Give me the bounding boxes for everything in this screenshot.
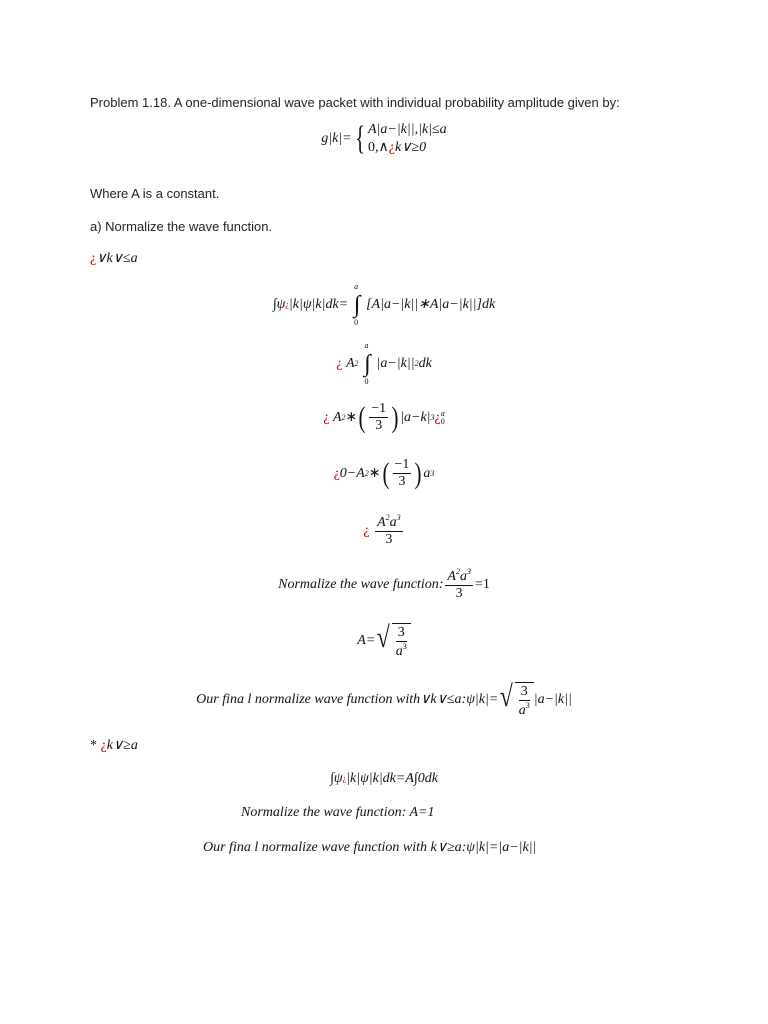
step-5: ¿ $\frac{A^2a^3}{3}$ <box>363 513 401 547</box>
integral-sign: ∫ a 0 <box>353 282 361 327</box>
condition-2: * ¿ k∨≥a <box>90 738 138 753</box>
integral-case-2: ∫ψ ¿ |k|ψ|k|dk=A∫0dk <box>330 771 438 786</box>
case-2: 0,∧¿k∨≥0 <box>367 140 427 155</box>
step-2: ¿ A 2 ∫ a 0 |a−|k|| 2 dk <box>336 341 432 386</box>
a-value: A= √ $\frac{3}{a^3}$ <box>0 623 768 659</box>
part-a-heading: a) Normalize the wave function. <box>90 219 273 234</box>
step-3: ¿ A 2 ∗ ( $\frac{-1}{3}$ ) |a−k| 3 ¿ a 0 <box>323 400 445 434</box>
cases <box>368 123 447 155</box>
problem-statement: Problem 1.18. A one-dimensional wave packet with individual probability amplitude given by: <box>90 95 620 110</box>
normalize-result-2: Normalize the wave function: A=1 <box>241 805 435 820</box>
case-1: A|a−|k||,|k|≤a <box>367 122 447 137</box>
normalization-integral: ∫ψ ¿ |k|ψ|k|dk= ∫ a 0 [A|a−|k||∗A|a−|k||]dk <box>272 282 496 327</box>
final-wavefunction-1: Our fina l normalize wave function with∨k∨≤a:ψ|k|= √ $\frac{3}{a^3}$ |a−|k|| <box>196 680 572 718</box>
left-brace: { <box>354 120 365 157</box>
condition-1: ¿ ∨k∨≤a <box>90 251 138 266</box>
constant-note: Where A is a constant. <box>90 186 220 201</box>
final-wavefunction-2: Our fina l normalize wave function with k∨≥a:ψ|k|=|a−|k|| <box>203 840 537 855</box>
piecewise-definition <box>0 122 768 156</box>
normalize-condition: Normalize the wave function: $\frac{A^2a^3}{3}$ =1 <box>278 567 490 601</box>
g-lhs: g|k|= <box>321 131 352 146</box>
step-4: ¿ 0−A 2 ∗ ( $\frac{-1}{3}$ ) a 3 <box>333 456 435 490</box>
